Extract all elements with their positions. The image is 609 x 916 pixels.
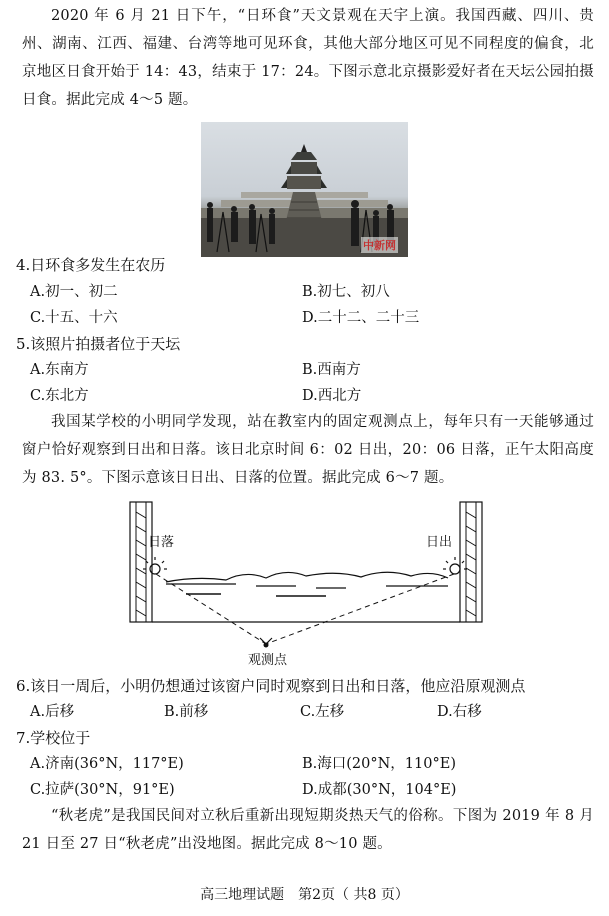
page-footer: 高三地理试题 第2页（ 共8 页） [200,887,409,903]
q7-option-d[interactable]: D.成都(30°N，104°E) [302,782,457,798]
q6-stem: 6.该日一周后，小明仍想通过该窗户同时观察到日出和日落，他应沿原观测点 [16,677,526,695]
observer-point-icon [264,643,269,648]
photo-watermark: 中新网 [363,239,396,252]
q6-option-a[interactable]: A.后移 [30,704,75,720]
q4-option-d[interactable]: D.二十二、二十三 [302,310,420,326]
q7-option-c[interactable]: C.拉萨(30°N，91°E) [30,782,175,798]
q4-option-a[interactable]: A.初一、初二 [30,284,118,300]
temple-photo [201,122,408,257]
sunset-sun-icon [143,557,167,574]
observer-label: 观测点 [248,653,288,668]
q7-option-a[interactable]: A.济南(36°N，117°E) [30,756,184,772]
q5-option-c[interactable]: C.东北方 [30,388,89,404]
sunset-label: 日落 [148,535,175,550]
intro-paragraph-2: 我国某学校的小明同学发现，站在教室内的固定观测点上，每年只有一天能够通过窗户恰好观察到日出和日落。该日北京时间 6：02 日出，20：06 日落，正午太阳高度为 83. 5°。下图示意该日日出、日落的位置。据此完成 6～7 题。 [22,414,594,486]
q6-option-c[interactable]: C.左移 [300,704,345,720]
q5-option-b[interactable]: B.西南方 [302,362,361,378]
q4-option-b[interactable]: B.初七、初八 [302,284,390,300]
sunrise-label: 日出 [426,535,453,550]
q6-option-b[interactable]: B.前移 [164,704,209,720]
q7-stem: 7.学校位于 [16,729,91,747]
intro-paragraph-3: “秋老虎”是我国民间对立秋后重新出现短期炎热天气的俗称。下图为 2019 年 8 月 21 日至 27 日“秋老虎”出没地图。据此完成 8～10 题。 [22,808,594,852]
q4-stem: 4.日环食多发生在农历 [16,256,166,274]
sunrise-sun-icon [443,557,467,574]
q5-option-d[interactable]: D.西北方 [302,388,362,404]
q6-option-d[interactable]: D.右移 [437,704,482,720]
q5-option-a[interactable]: A.东南方 [30,362,89,378]
q5-stem: 5.该照片拍摄者位于天坛 [16,335,181,353]
q4-option-c[interactable]: C.十五、十六 [30,310,118,326]
intro-paragraph-1: 2020 年 6 月 21 日下午，“日环食”天文景观在天宇上演。我国西藏、四川、贵州、湖南、江西、福建、台湾等地可见环食，其他大部分地区可见不同程度的偏食，北京地区日食开始于 14：43，结束于 17：24。下图示意北京摄影爱好者在天坛公园拍摄日食。据此完成 4～5 题。 [22,8,594,108]
sunrise-sunset-window-diagram [126,498,486,668]
q7-option-b[interactable]: B.海口(20°N，110°E) [302,756,456,772]
